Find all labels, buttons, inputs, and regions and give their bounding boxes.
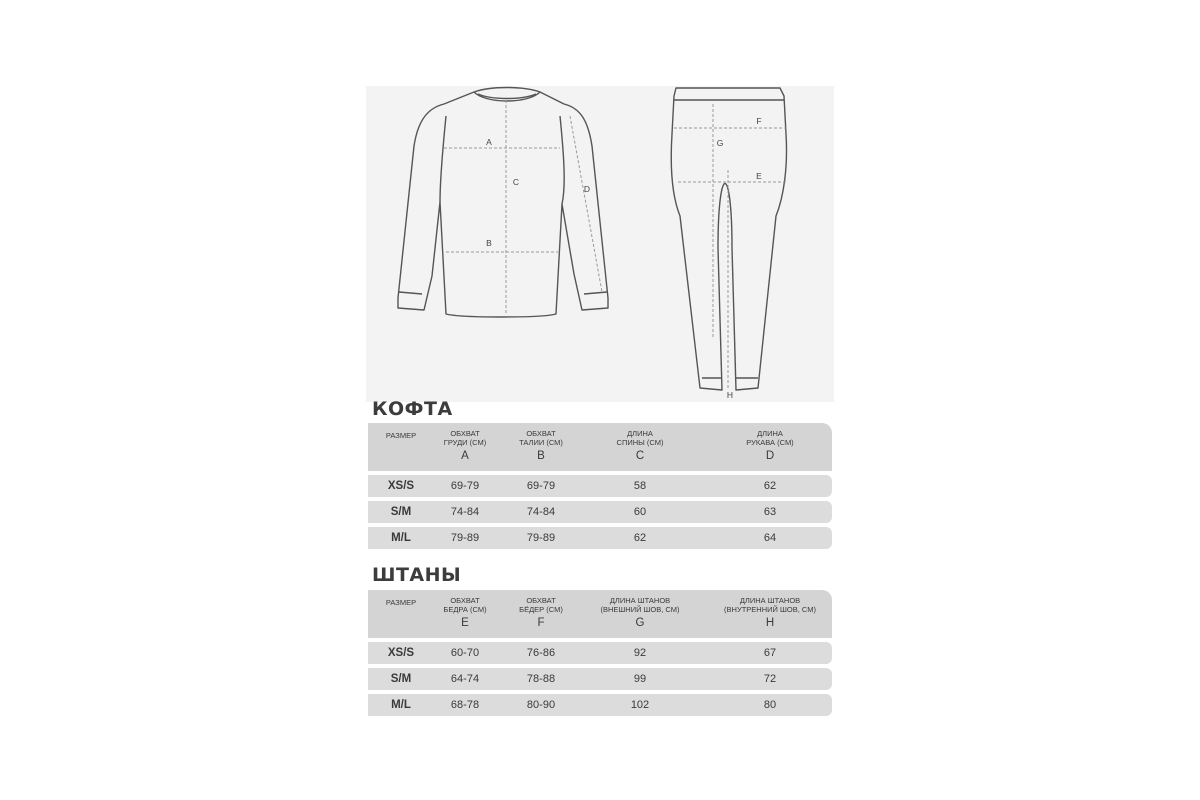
cell-value: 67 xyxy=(763,647,777,659)
pants-diagram xyxy=(671,88,786,390)
pants-size-table xyxy=(368,590,832,716)
cell-size: S/M xyxy=(390,506,412,518)
cell-size: XS/S xyxy=(387,480,415,492)
cell-size: M/L xyxy=(391,532,411,544)
cell-value: 78-88 xyxy=(526,673,556,685)
label-g: G xyxy=(716,138,724,148)
header-size: РАЗМЕР xyxy=(385,431,417,440)
cell-value: 60 xyxy=(633,506,647,518)
table-header xyxy=(368,590,832,638)
label-f: F xyxy=(756,116,762,126)
pants-table-title: ШТАНЫ xyxy=(372,564,462,586)
label-a: A xyxy=(486,137,492,147)
cell-value: 72 xyxy=(763,673,777,685)
cell-value: 64-74 xyxy=(450,673,480,685)
cell-value: 80 xyxy=(763,699,777,711)
garment-illustrations xyxy=(366,86,834,402)
table-row xyxy=(368,475,832,497)
header-chest: ОБХВАТ ГРУДИ (СМ) A xyxy=(443,429,487,462)
table-header xyxy=(368,423,832,471)
header-size: РАЗМЕР xyxy=(385,598,417,607)
table-row xyxy=(368,694,832,716)
size-chart-sheet xyxy=(366,86,834,726)
cell-value: 74-84 xyxy=(450,506,480,518)
label-h: H xyxy=(726,390,734,400)
cell-value: 58 xyxy=(633,480,647,492)
cell-value: 102 xyxy=(630,699,650,711)
cell-size: XS/S xyxy=(387,647,415,659)
cell-value: 92 xyxy=(633,647,647,659)
label-b: B xyxy=(486,238,492,248)
label-c: C xyxy=(512,177,520,187)
cell-value: 69-79 xyxy=(526,480,556,492)
shirt-diagram xyxy=(398,88,608,318)
cell-size: M/L xyxy=(391,699,411,711)
measurement-diagram xyxy=(366,86,834,402)
header-inseam: ДЛИНА ШТАНОВ (ВНУТРЕННИЙ ШОВ, СМ) H xyxy=(724,596,816,629)
shirt-size-table xyxy=(368,423,832,549)
header-outseam: ДЛИНА ШТАНОВ (ВНЕШНИЙ ШОВ, СМ) G xyxy=(600,596,680,629)
label-e: E xyxy=(756,171,762,181)
table-row xyxy=(368,668,832,690)
cell-value: 62 xyxy=(633,532,647,544)
cell-value: 68-78 xyxy=(450,699,480,711)
cell-value: 76-86 xyxy=(526,647,556,659)
pants-measure-lines xyxy=(674,104,786,388)
header-sleeve-length: ДЛИНА РУКАВА (СМ) D xyxy=(746,429,794,462)
label-d: D xyxy=(583,184,591,194)
table-row xyxy=(368,501,832,523)
shirt-measure-lines xyxy=(444,100,602,314)
cell-value: 63 xyxy=(763,506,777,518)
header-hips: ОБХВАТ БЁДЕР (СМ) F xyxy=(519,596,563,629)
table-row xyxy=(368,527,832,549)
cell-value: 79-89 xyxy=(450,532,480,544)
cell-value: 99 xyxy=(633,673,647,685)
cell-value: 69-79 xyxy=(450,480,480,492)
table-row xyxy=(368,642,832,664)
header-waist: ОБХВАТ ТАЛИИ (СМ) B xyxy=(519,429,563,462)
cell-value: 60-70 xyxy=(450,647,480,659)
cell-value: 74-84 xyxy=(526,506,556,518)
cell-value: 79-89 xyxy=(526,532,556,544)
cell-value: 80-90 xyxy=(526,699,556,711)
header-thigh: ОБХВАТ БЕДРА (СМ) E xyxy=(443,596,487,629)
header-back-length: ДЛИНА СПИНЫ (СМ) C xyxy=(616,429,664,462)
shirt-table-title: КОФТА xyxy=(372,398,453,420)
cell-value: 62 xyxy=(763,480,777,492)
cell-size: S/M xyxy=(390,673,412,685)
cell-value: 64 xyxy=(763,532,777,544)
